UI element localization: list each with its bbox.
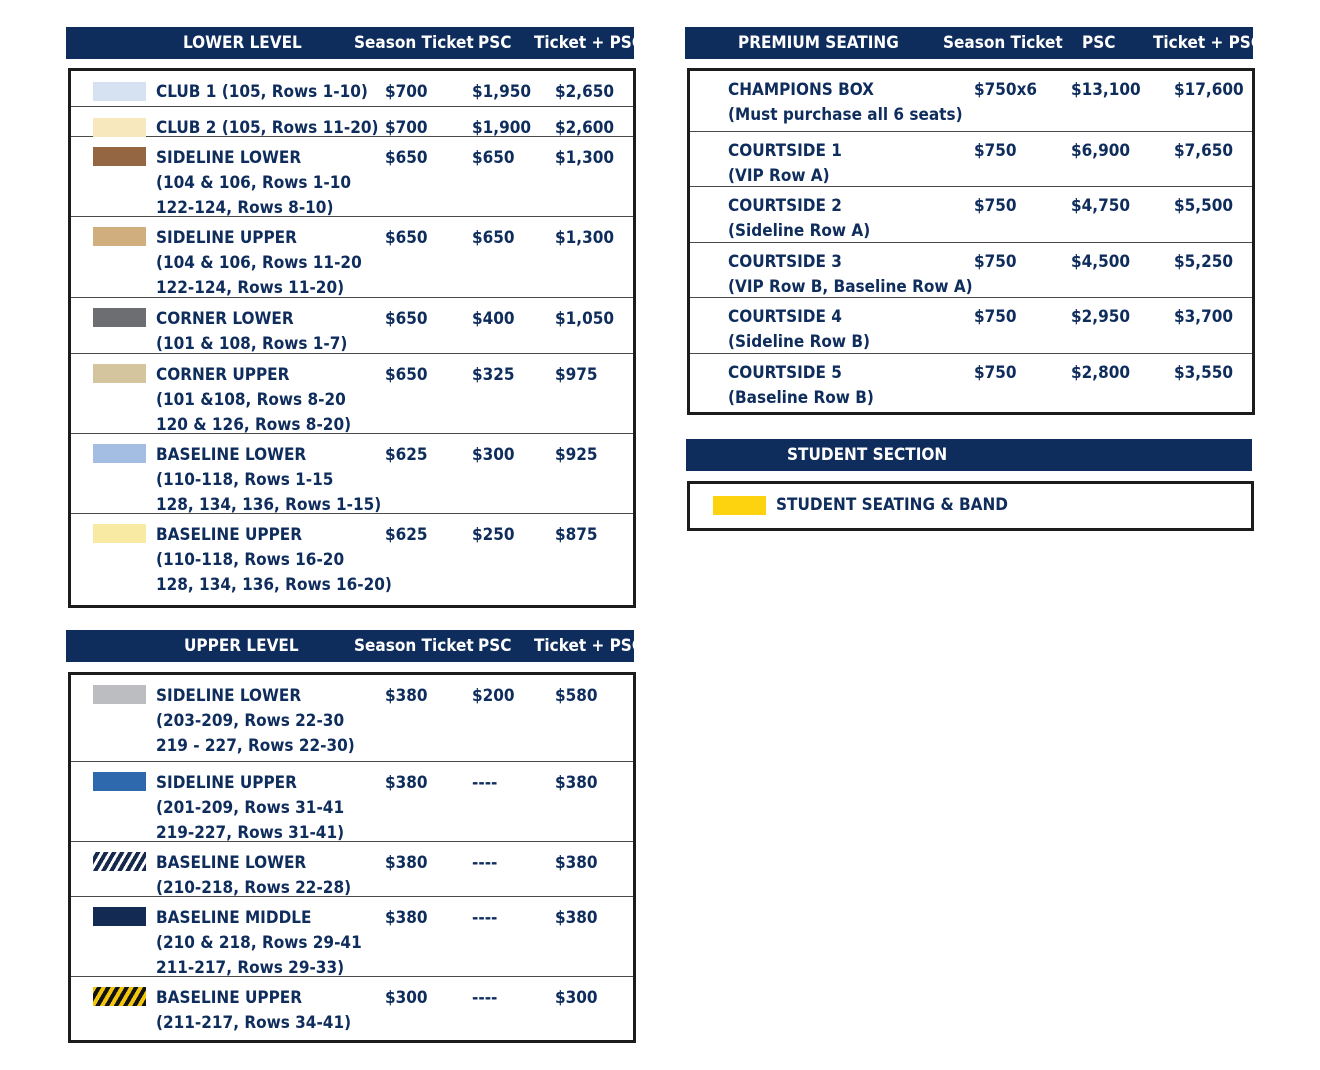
premium-psc-price: $4,750	[1071, 196, 1131, 216]
premium-section-title: COURTSIDE 4	[728, 307, 842, 327]
upper-section-detail: (203-209, Rows 22-30	[156, 711, 345, 731]
student-section-header	[686, 439, 1252, 471]
premium-section-name	[728, 78, 963, 128]
premium-section-detail: (Must purchase all 6 seats)	[728, 105, 963, 125]
upper-section-detail: 211-217, Rows 29-33)	[156, 958, 345, 978]
lower-total-price: $2,650	[555, 82, 615, 102]
lower-section-title: CLUB 1 (105, Rows 1-10)	[156, 82, 368, 102]
lower-section-detail: 128, 134, 136, Rows 1-15)	[156, 495, 382, 515]
premium-section-title: COURTSIDE 3	[728, 252, 842, 272]
premium-season-price: $750x6	[974, 80, 1038, 100]
premium-section-detail: (Sideline Row A)	[728, 221, 871, 241]
lower-psc-price: $250	[472, 525, 515, 545]
premium-psc-price: $6,900	[1071, 141, 1131, 161]
lower-section-detail: (104 & 106, Rows 11-20	[156, 253, 362, 273]
lower-table-row	[71, 71, 633, 107]
lower-section-name	[156, 443, 381, 518]
lower-psc-price: $650	[472, 228, 515, 248]
premium-table-row	[690, 71, 1252, 132]
premium-psc-price: $4,500	[1071, 252, 1131, 272]
lower-section-name	[156, 307, 347, 357]
lower-section-title: CORNER LOWER	[156, 309, 294, 329]
premium-total-price: $3,700	[1174, 307, 1234, 327]
upper-level-title: UPPER LEVEL	[184, 636, 299, 656]
upper-total-price: $300	[555, 988, 598, 1008]
lower-season-price: $625	[385, 525, 428, 545]
lower-total-price: $875	[555, 525, 598, 545]
upper-season-price: $380	[385, 853, 428, 873]
upper-table-row	[71, 675, 633, 762]
lower-section-detail: 122-124, Rows 8-10)	[156, 198, 334, 218]
premium-total-price: $7,650	[1174, 141, 1234, 161]
lower-section-name	[156, 146, 351, 221]
upper-section-detail: (211-217, Rows 34-41)	[156, 1013, 352, 1033]
lower-season-price: $700	[385, 118, 428, 138]
lower-section-title: BASELINE LOWER	[156, 445, 307, 465]
upper-section-title: SIDELINE LOWER	[156, 686, 302, 706]
student-section-table	[687, 481, 1254, 531]
upper-season-price: $380	[385, 773, 428, 793]
premium-total-price: $3,550	[1174, 363, 1234, 383]
lower-total-price: $1,300	[555, 228, 615, 248]
upper-section-detail: 219 - 227, Rows 22-30)	[156, 736, 355, 756]
lower-section-detail: (104 & 106, Rows 1-10	[156, 173, 352, 193]
lower-psc-price: $1,950	[472, 82, 532, 102]
upper-section-title: BASELINE MIDDLE	[156, 908, 312, 928]
upper-table-row	[71, 842, 633, 897]
upper-color-swatch	[93, 852, 146, 871]
premium-season-price: $750	[974, 307, 1017, 327]
upper-col-total: Ticket + PSC	[534, 636, 644, 656]
lower-psc-price: $1,900	[472, 118, 532, 138]
upper-total-price: $380	[555, 773, 598, 793]
upper-psc-price: ----	[472, 773, 498, 793]
upper-level-header	[66, 630, 644, 662]
lower-section-title: CORNER UPPER	[156, 365, 290, 385]
upper-color-swatch	[93, 685, 146, 704]
premium-section-name	[728, 194, 870, 244]
premium-col-psc: PSC	[1082, 33, 1116, 53]
lower-psc-price: $300	[472, 445, 515, 465]
upper-color-swatch	[93, 987, 146, 1006]
lower-color-swatch	[93, 82, 146, 101]
lower-color-swatch	[93, 444, 146, 463]
lower-section-detail: (101 &108, Rows 8-20	[156, 390, 346, 410]
premium-psc-price: $2,950	[1071, 307, 1131, 327]
lower-section-detail: 128, 134, 136, Rows 16-20)	[156, 575, 392, 595]
student-title: STUDENT SECTION	[787, 445, 948, 465]
upper-col-psc: PSC	[478, 636, 512, 656]
upper-section-title: BASELINE LOWER	[156, 853, 307, 873]
upper-section-name	[156, 906, 362, 981]
lower-section-name	[156, 363, 351, 438]
upper-section-detail: (201-209, Rows 31-41	[156, 798, 345, 818]
premium-table-row	[690, 243, 1252, 298]
premium-section-detail: (Sideline Row B)	[728, 332, 871, 352]
upper-section-detail: 219-227, Rows 31-41)	[156, 823, 345, 843]
premium-section-title: CHAMPIONS BOX	[728, 80, 874, 100]
lower-section-detail: (110-118, Rows 16-20	[156, 550, 345, 570]
upper-psc-price: ----	[472, 853, 498, 873]
lower-table-row	[71, 107, 633, 137]
premium-total-price: $5,250	[1174, 252, 1234, 272]
premium-table-row	[690, 298, 1252, 354]
upper-season-price: $380	[385, 908, 428, 928]
lower-color-swatch	[93, 524, 146, 543]
lower-total-price: $2,600	[555, 118, 615, 138]
upper-section-name	[156, 771, 344, 846]
premium-psc-price: $2,800	[1071, 363, 1131, 383]
premium-seating-header	[685, 27, 1263, 59]
lower-total-price: $1,300	[555, 148, 615, 168]
student-swatch	[713, 496, 766, 515]
premium-season-price: $750	[974, 363, 1017, 383]
lower-level-title: LOWER LEVEL	[183, 33, 302, 53]
premium-table-row	[690, 187, 1252, 243]
premium-total-price: $5,500	[1174, 196, 1234, 216]
lower-table-row	[71, 298, 633, 354]
lower-section-detail: 122-124, Rows 11-20)	[156, 278, 345, 298]
upper-section-title: SIDELINE UPPER	[156, 773, 297, 793]
upper-season-price: $380	[385, 686, 428, 706]
premium-title: PREMIUM SEATING	[738, 33, 899, 53]
lower-level-header	[66, 27, 644, 59]
lower-table-row	[71, 434, 633, 514]
premium-season-price: $750	[974, 252, 1017, 272]
lower-season-price: $700	[385, 82, 428, 102]
lower-section-name	[156, 226, 362, 301]
upper-table-row	[71, 977, 633, 1040]
premium-col-season: Season Ticket	[943, 33, 1063, 53]
upper-color-swatch	[93, 772, 146, 791]
lower-season-price: $650	[385, 365, 428, 385]
lower-season-price: $650	[385, 228, 428, 248]
upper-section-name	[156, 851, 351, 901]
upper-total-price: $380	[555, 853, 598, 873]
upper-psc-price: ----	[472, 908, 498, 928]
upper-table-row	[71, 762, 633, 842]
upper-total-price: $580	[555, 686, 598, 706]
lower-color-swatch	[93, 227, 146, 246]
premium-psc-price: $13,100	[1071, 80, 1141, 100]
lower-table-row	[71, 354, 633, 434]
lower-level-table	[68, 68, 636, 608]
lower-section-title: SIDELINE LOWER	[156, 148, 302, 168]
lower-season-price: $650	[385, 148, 428, 168]
premium-table-row	[690, 132, 1252, 187]
lower-total-price: $975	[555, 365, 598, 385]
lower-psc-price: $325	[472, 365, 515, 385]
upper-color-swatch	[93, 907, 146, 926]
upper-section-detail: (210-218, Rows 22-28)	[156, 878, 352, 898]
lower-color-swatch	[93, 147, 146, 166]
premium-section-name	[728, 250, 973, 300]
lower-color-swatch	[93, 308, 146, 327]
premium-col-total: Ticket + PSC	[1153, 33, 1263, 53]
lower-section-name	[156, 523, 392, 598]
lower-col-total: Ticket + PSC	[534, 33, 644, 53]
lower-season-price: $625	[385, 445, 428, 465]
lower-total-price: $925	[555, 445, 598, 465]
lower-psc-price: $400	[472, 309, 515, 329]
lower-col-season: Season Ticket	[354, 33, 474, 53]
premium-section-detail: (Baseline Row B)	[728, 388, 874, 408]
lower-table-row	[71, 137, 633, 217]
lower-section-title: BASELINE UPPER	[156, 525, 303, 545]
upper-section-detail: (210 & 218, Rows 29-41	[156, 933, 362, 953]
upper-level-table	[68, 672, 636, 1043]
premium-section-title: COURTSIDE 2	[728, 196, 842, 216]
upper-table-row	[71, 897, 633, 977]
premium-season-price: $750	[974, 196, 1017, 216]
lower-color-swatch	[93, 118, 146, 137]
upper-psc-price: ----	[472, 988, 498, 1008]
lower-section-title: SIDELINE UPPER	[156, 228, 297, 248]
lower-table-row	[71, 514, 633, 608]
upper-psc-price: $200	[472, 686, 515, 706]
premium-section-detail: (VIP Row B, Baseline Row A)	[728, 277, 973, 297]
premium-section-title: COURTSIDE 5	[728, 363, 842, 383]
lower-section-detail: (101 & 108, Rows 1-7)	[156, 334, 348, 354]
premium-season-price: $750	[974, 141, 1017, 161]
premium-section-detail: (VIP Row A)	[728, 166, 830, 186]
lower-season-price: $650	[385, 309, 428, 329]
upper-section-name	[156, 684, 355, 759]
lower-section-title: CLUB 2 (105, Rows 11-20)	[156, 118, 379, 138]
upper-col-season: Season Ticket	[354, 636, 474, 656]
lower-color-swatch	[93, 364, 146, 383]
premium-table-row	[690, 354, 1252, 412]
premium-section-title: COURTSIDE 1	[728, 141, 842, 161]
student-label: STUDENT SEATING & BAND	[776, 495, 1008, 515]
upper-section-title: BASELINE UPPER	[156, 988, 303, 1008]
upper-season-price: $300	[385, 988, 428, 1008]
premium-total-price: $17,600	[1174, 80, 1244, 100]
upper-total-price: $380	[555, 908, 598, 928]
premium-section-name	[728, 305, 870, 355]
lower-total-price: $1,050	[555, 309, 615, 329]
lower-section-detail: (110-118, Rows 1-15	[156, 470, 334, 490]
premium-section-name	[728, 139, 842, 189]
lower-section-name	[156, 80, 368, 105]
premium-section-name	[728, 361, 874, 411]
lower-table-row	[71, 217, 633, 298]
lower-section-detail: 120 & 126, Rows 8-20)	[156, 415, 352, 435]
premium-seating-table	[687, 68, 1255, 415]
upper-section-name	[156, 986, 351, 1036]
lower-col-psc: PSC	[478, 33, 512, 53]
lower-psc-price: $650	[472, 148, 515, 168]
